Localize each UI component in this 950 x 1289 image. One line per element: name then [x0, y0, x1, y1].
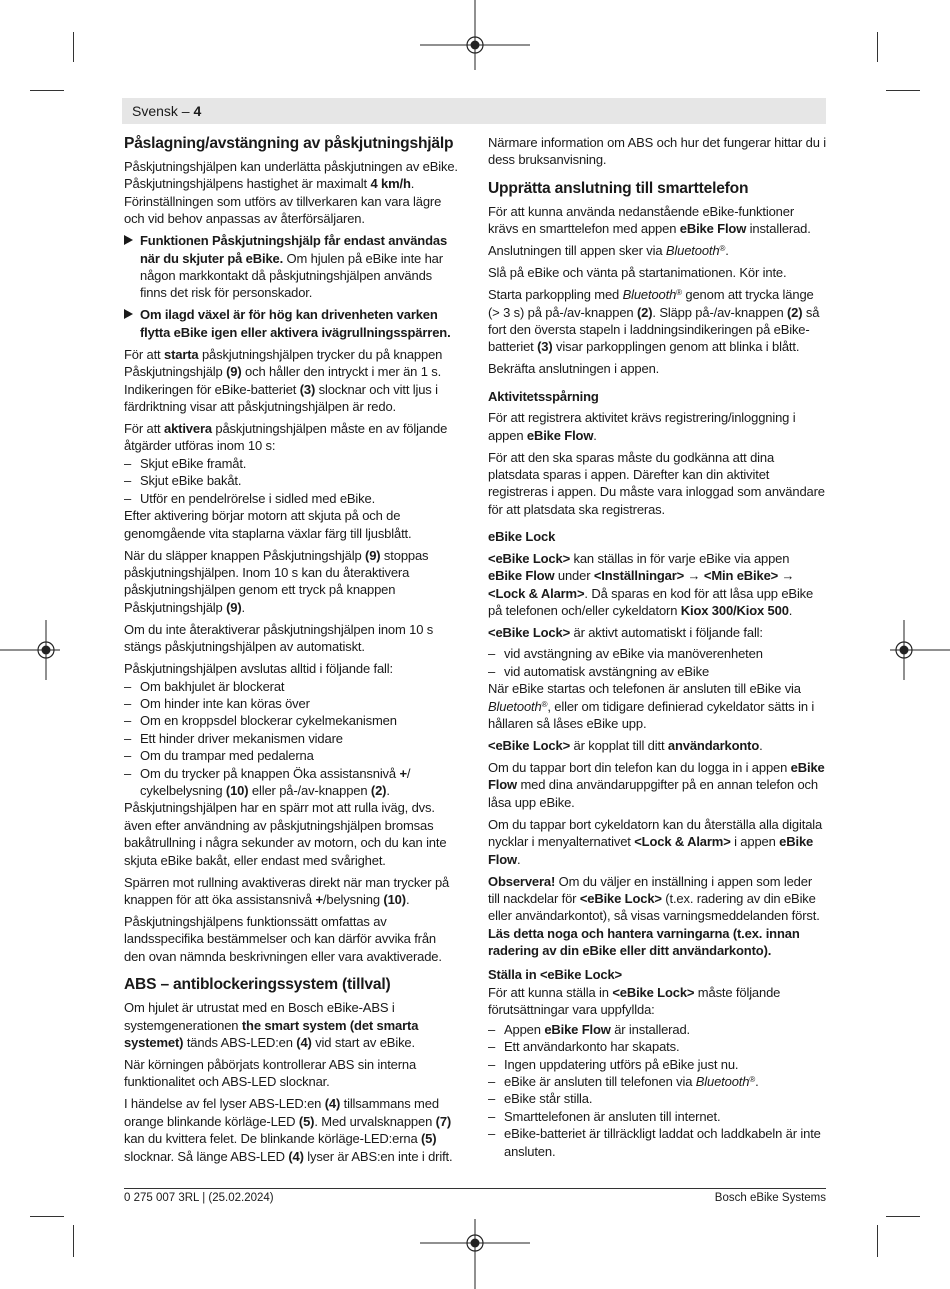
- paragraph: Påskjutningshjälpen kan underlätta påskjutningen av eBike. Påskjutningshjälpens hastighet är maximalt 4 km/h. Förinställningen som utförs av tillverkaren kan vara lägre och vid behov anpassas av återförsäljaren.: [124, 159, 458, 227]
- page-number: 4: [193, 103, 202, 119]
- warning-arrow-icon: [124, 309, 133, 319]
- paragraph: För att registrera aktivitet krävs registrering/inloggning i appen eBike Flow.: [488, 410, 796, 443]
- footer-document-id: 0 275 007 3RL | (25.02.2024): [124, 1192, 274, 1204]
- paragraph: Påskjutningshjälpen avslutas alltid i följande fall:: [124, 661, 393, 677]
- paragraph: Påskjutningshjälpens funktionssätt omfattas av landsspecifika bestämmelser och kan därför avvika från den ovan nämnda beskrivningen eller vara avaktiverade.: [124, 914, 442, 964]
- crop-mark: [886, 1216, 920, 1217]
- crop-mark: [877, 1225, 878, 1257]
- subsection-heading: eBike Lock: [488, 529, 556, 545]
- footer-rule: [124, 1188, 826, 1189]
- paragraph: Om du tappar bort din telefon kan du logga in i appen eBike Flow med dina användaruppgifter på en annan telefon och låsa upp eBike.: [488, 759, 825, 810]
- paragraph: För att aktivera påskjutningshjälpen måste en av följande åtgärder utföras inom 10 s:: [124, 421, 448, 454]
- registration-mark-icon: [0, 620, 60, 680]
- subsection-heading: Ställa in <eBike Lock>: [488, 966, 622, 982]
- prerequisites-list: [488, 1021, 826, 1160]
- crop-mark: [886, 90, 920, 91]
- header-language: Svensk: [132, 103, 178, 119]
- warning-arrow-icon: [124, 235, 133, 245]
- paragraph: Om du inte återaktiverar påskjutningshjälpen inom 10 s stängs påskjutningshjälpen av automatiskt.: [124, 621, 434, 655]
- paragraph: Observera! Om du väljer en inställning i appen som leder till nackdelar för <eBike Lock> (t.ex. radering av din eBike eller användarkontot), så visas varningsmeddelanden först. Läs detta noga och hantera varningarna (t.ex. innan radering av din eBike eller ditt användarkonto).: [488, 873, 820, 959]
- list-item: – eBike-batteriet är tillräckligt laddat och laddkabeln är inte ansluten.: [488, 1126, 821, 1159]
- section-heading: Upprätta anslutning till smarttelefon: [488, 179, 749, 197]
- paragraph: Påskjutningshjälpen har en spärr mot att rulla iväg, dvs. även efter användning av påskjutningshjälpen bromsas bakåtrullning i några sekunder av motorn, och du kan inte skjuta eBike bakåt, eller endast med svårighet.: [124, 800, 447, 868]
- header-separator: –: [177, 103, 194, 119]
- list-item: – vid avstängning av eBike via manöverenheten: [488, 646, 763, 662]
- paragraph: När körningen påbörjats kontrollerar ABS sin interna funktionalitet och ABS-LED slocknar.: [124, 1057, 417, 1090]
- list-item: – Om hinder inte kan köras över: [124, 695, 310, 711]
- end-conditions-list: [124, 678, 460, 800]
- paragraph: För att den ska sparas måste du godkänna att dina platsdata sparas i appen. Därefter kan din aktivitet registreras i appen. Du måste vara inloggad som användare för att platsdata ska registreras.: [488, 449, 825, 517]
- paragraph: Starta parkoppling med Bluetooth® genom att trycka länge (> 3 s) på på-/av-knappen (2). Släpp på-/av-knappen (2) så fort den översta stapeln i laddningsindikeringen på eBike-batteriet (3) visar parkopplingen genom att blinka i blått.: [488, 287, 820, 355]
- paragraph: <eBike Lock> är kopplat till ditt användarkonto.: [488, 737, 763, 753]
- list-item: – eBike är ansluten till telefonen via Bluetooth®.: [488, 1074, 759, 1090]
- warning-item: Funktionen Påskjutningshjälp får endast användas när du skjuter på eBike. Om hjulen på eBike inte har någon markkontakt då påskjutningshjälpen används finns det risk för personskador.: [124, 232, 460, 302]
- registration-mark-icon: [420, 0, 530, 70]
- list-item: – Skjut eBike framåt.: [124, 455, 247, 471]
- footer-brand: Bosch eBike Systems: [714, 1192, 826, 1204]
- list-item: – Appen eBike Flow är installerad.: [488, 1021, 690, 1037]
- registration-mark-icon: [890, 620, 950, 680]
- list-item: – Smarttelefonen är ansluten till internet.: [488, 1108, 721, 1124]
- section-heading: Påslagning/avstängning av påskjutningshjälp: [124, 135, 454, 152]
- paragraph: Efter aktivering börjar motorn att skjuta på och de genomgående vita staplarna växlar färg till ljusblått.: [124, 508, 412, 541]
- list-item: – Om du trampar med pedalerna: [124, 748, 314, 764]
- list-item: – Om bakhjulet är blockerat: [124, 678, 285, 694]
- paragraph: Om du tappar bort cykeldatorn kan du återställa alla digitala nycklar i menyalternativet <Lock & Alarm> i appen eBike Flow.: [488, 816, 823, 867]
- lock-conditions-list: [488, 645, 826, 680]
- right-column: [488, 134, 826, 1160]
- list-item: – Ingen uppdatering utförs på eBike just nu.: [488, 1056, 739, 1072]
- paragraph: Slå på eBike och vänta på startanimationen. Kör inte.: [488, 265, 787, 281]
- paragraph: Anslutningen till appen sker via Bluetooth®.: [488, 243, 729, 259]
- paragraph: För att kunna använda nedanstående eBike-funktioner krävs en smarttelefon med appen eBike Flow installerad.: [488, 203, 811, 237]
- action-list: [124, 455, 460, 507]
- paragraph: För att starta påskjutningshjälpen trycker du på knappen Påskjutningshjälp (9) och håller den intryckt i mer än 1 s. Indikeringen för eBike-batteriet (3) slocknar och vitt ljus i färdriktning visar att påskjutningshjälpen är redo.: [124, 346, 443, 415]
- paragraph: När du släpper knappen Påskjutningshjälp (9) stoppas påskjutningshjälpen. Inom 10 s kan du återaktivera påskjutningshjälpen genom ett tryck på knappen Påskjutningshjälp (9).: [124, 547, 429, 615]
- list-item: – Ett hinder driver mekanismen vidare: [124, 730, 343, 746]
- list-item: – Skjut eBike bakåt.: [124, 473, 242, 489]
- crop-mark: [877, 32, 878, 62]
- paragraph: I händelse av fel lyser ABS-LED:en (4) tillsammans med orange blinkande körläge-LED (5). Med urvalsknappen (7) kan du kvittera felet. De blinkande körläge-LED:erna (5) slocknar. Så länge ABS-LED (4) lyser är ABS:en inte i drift.: [124, 1096, 453, 1164]
- crop-mark: [30, 1216, 64, 1217]
- list-item: – vid automatisk avstängning av eBike: [488, 663, 710, 679]
- section-heading: ABS – antiblockeringssystem (tillval): [124, 976, 391, 994]
- warning-item: Om ilagd växel är för hög kan drivenheten varken flytta eBike igen eller aktivera ivägrullningsspärren.: [124, 306, 460, 341]
- paragraph: Om hjulet är utrustat med en Bosch eBike-ABS i systemgenerationen the smart system (det smarta systemet) tänds ABS-LED:en (4) vid start av eBike.: [124, 1000, 419, 1051]
- paragraph: För att kunna ställa in <eBike Lock> måste följande förutsättningar vara uppfyllda:: [488, 985, 781, 1018]
- list-item: – Om du trycker på knappen Öka assistansnivå +/ cykelbelysning (10) eller på-/av-knappen (2).: [124, 765, 411, 798]
- left-column: [124, 134, 460, 1170]
- list-item: – Om en kroppsdel blockerar cykelmekanismen: [124, 713, 397, 729]
- registration-mark-icon: [420, 1219, 530, 1289]
- list-item: – Utför en pendelrörelse i sidled med eBike.: [124, 490, 376, 506]
- paragraph: Närmare information om ABS och hur det fungerar hittar du i dess bruksanvisning.: [488, 135, 826, 168]
- page-header: [122, 98, 826, 124]
- paragraph: <eBike Lock> är aktivt automatiskt i följande fall:: [488, 624, 763, 640]
- header-text: [132, 103, 201, 119]
- crop-mark: [30, 90, 64, 91]
- list-item: – eBike står stilla.: [488, 1091, 593, 1107]
- paragraph: Spärren mot rullning avaktiveras direkt när man trycker på knappen för att öka assistansnivå +/belysning (10).: [124, 874, 450, 907]
- paragraph: När eBike startas och telefonen är ansluten till eBike via Bluetooth®, eller om tidigare definierad cykeldator sätts in i hållaren så låses eBike upp.: [488, 681, 815, 731]
- list-item: – Ett användarkonto har skapats.: [488, 1039, 680, 1055]
- subsection-heading: Aktivitetsspårning: [488, 388, 599, 404]
- paragraph: Bekräfta anslutningen i appen.: [488, 361, 660, 377]
- crop-mark: [73, 32, 74, 62]
- crop-mark: [73, 1225, 74, 1257]
- paragraph: <eBike Lock> kan ställas in för varje eBike via appen eBike Flow under <Inställningar> → <Min eBike> → <Lock & Alarm>. Då sparas en kod för att låsa upp eBike på telefonen och/eller cykeldatorn Kiox 300/Kiox 500.: [488, 550, 814, 618]
